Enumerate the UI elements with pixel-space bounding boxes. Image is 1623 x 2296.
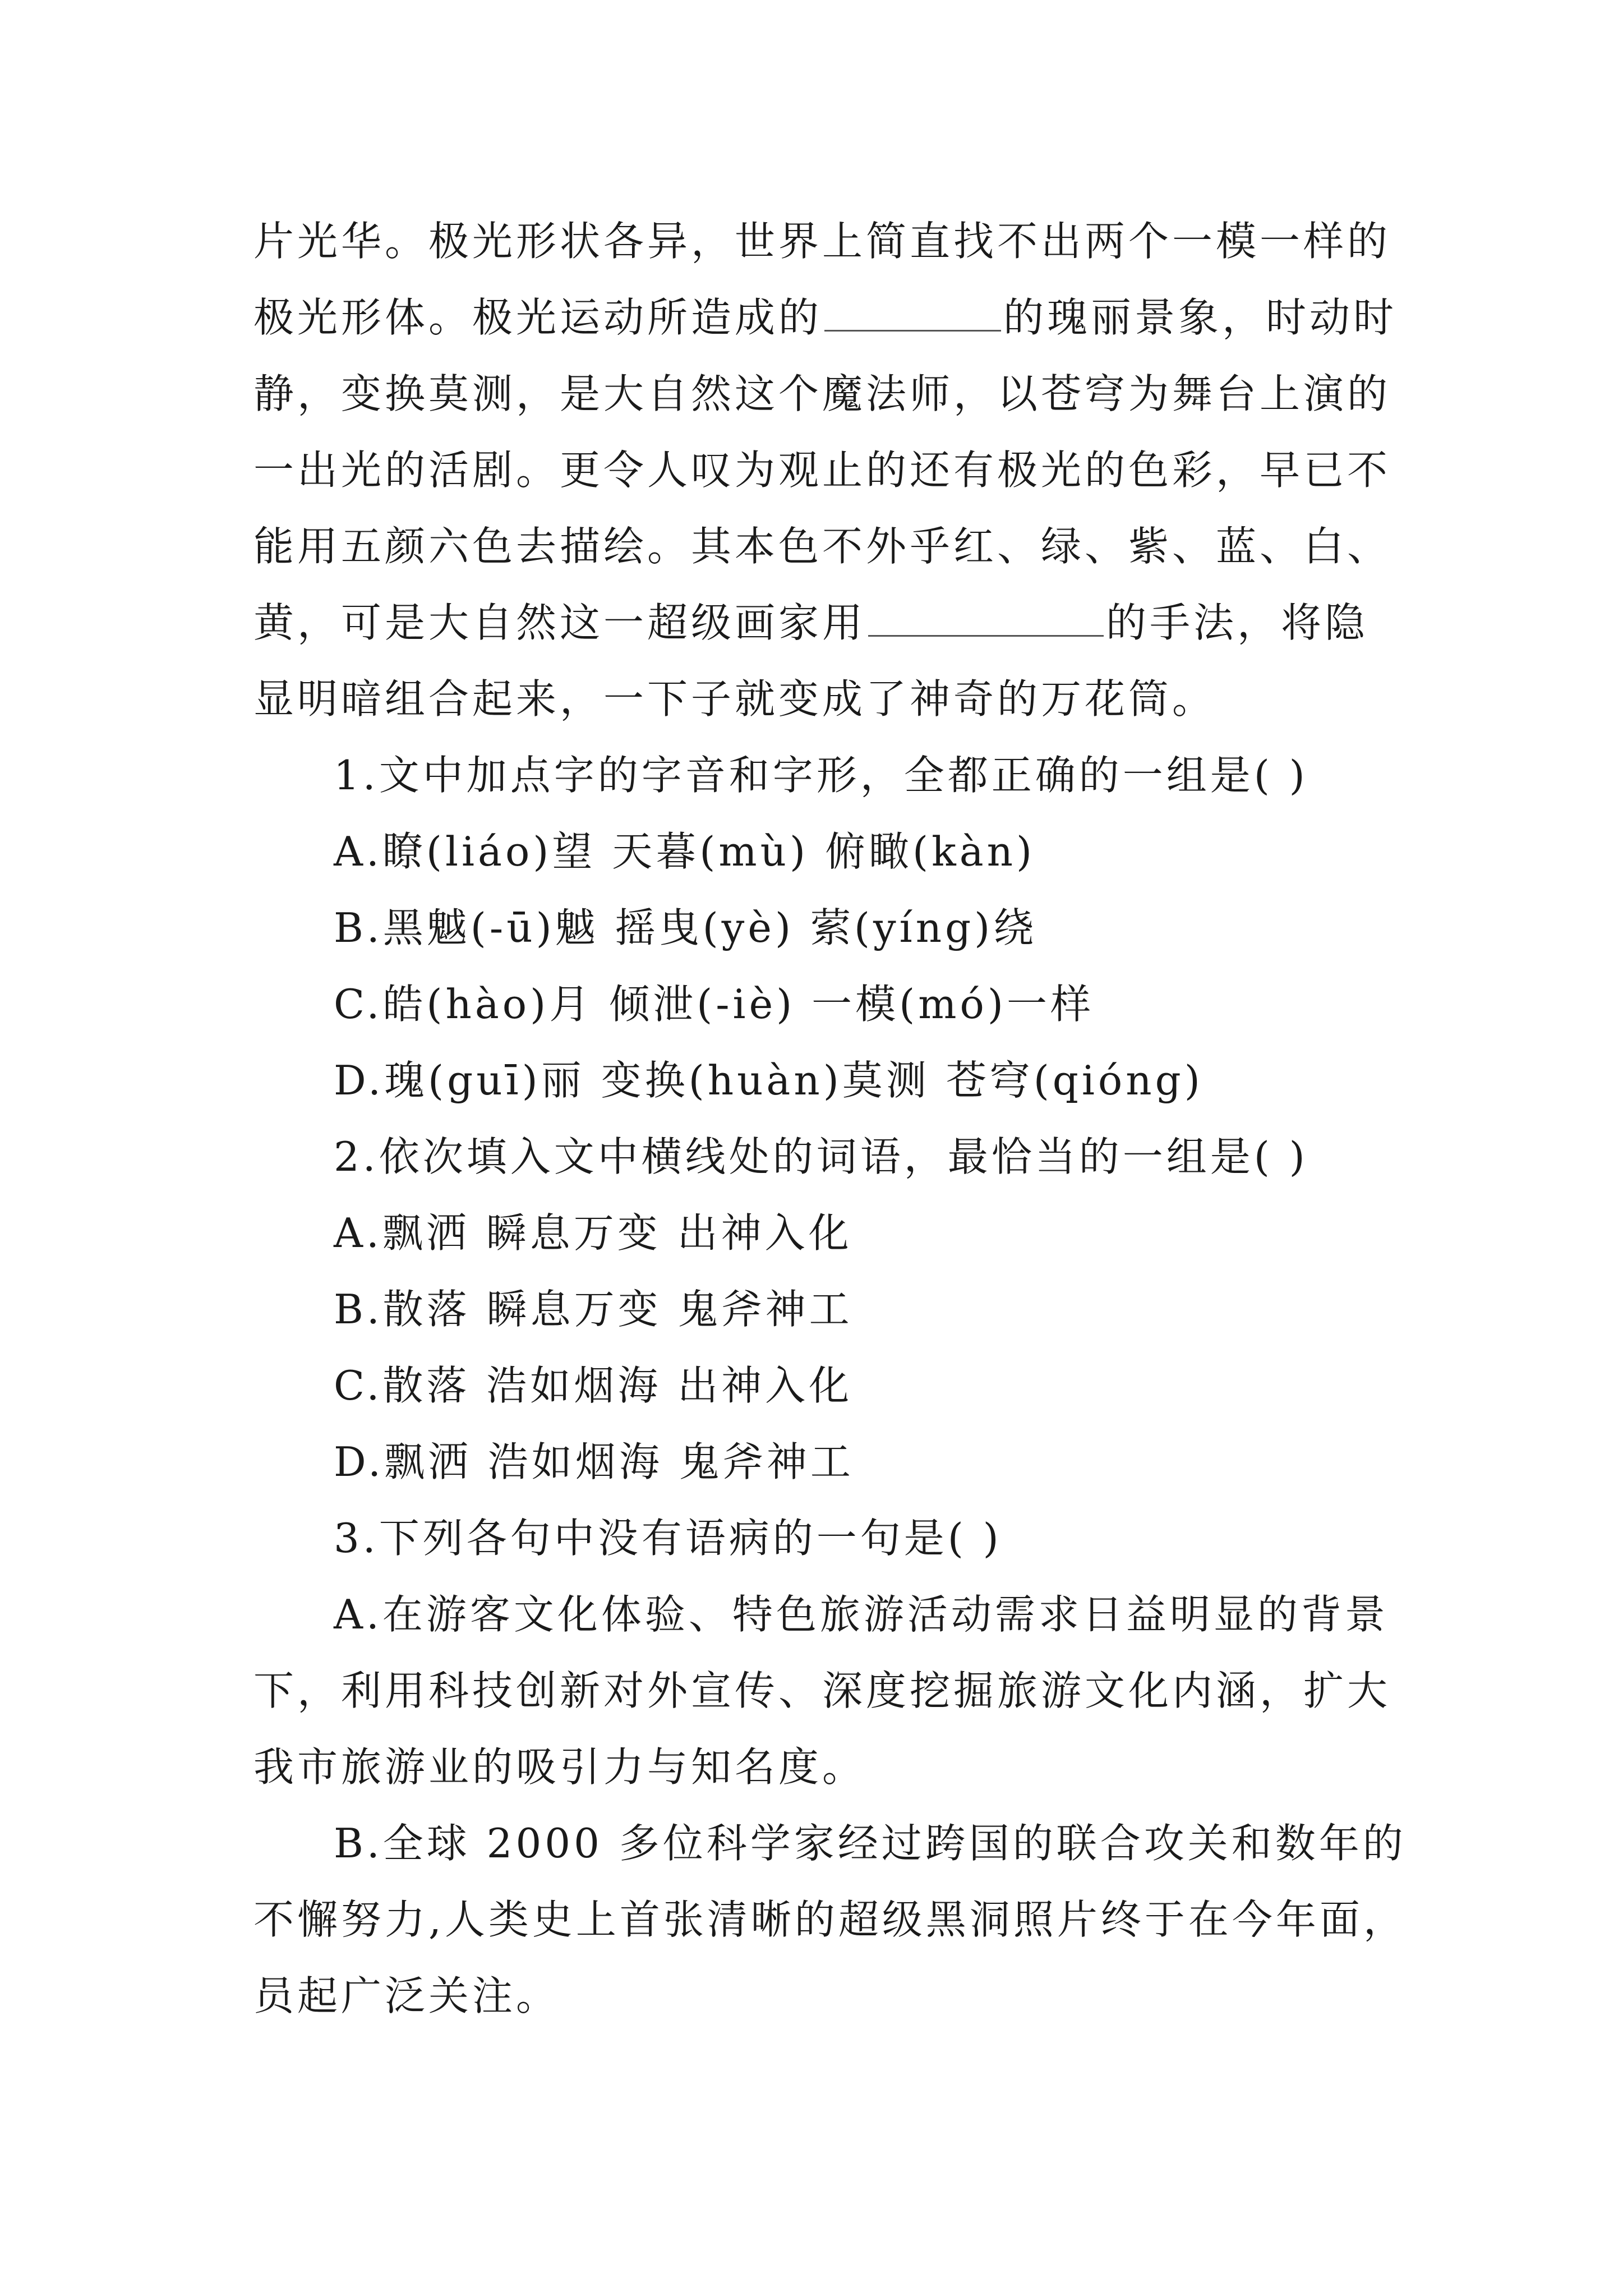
passage-line-6-start: 黄，可是大自然这一超级画家用 <box>253 599 866 646</box>
passage-line-4: 一出光的活剧。更令人叹为观止的还有极光的色彩，早已不 <box>253 447 1391 494</box>
question-2-option-b: B.散落 瞬息万变 鬼斧神工 <box>334 1286 853 1333</box>
question-1-option-b: B.黑魆(-ū)魆 摇曳(yè) 萦(yíng)绕 <box>334 904 1038 951</box>
question-2-option-a: A.飘洒 瞬息万变 出神入化 <box>334 1209 852 1257</box>
passage-line-1: 片光华。极光形状各异，世界上简直找不出两个一模一样的 <box>253 218 1391 265</box>
passage-line-3: 静，变换莫测，是大自然这个魔法师，以苍穹为舞台上演的 <box>253 370 1391 417</box>
passage-line-6 <box>253 595 1403 651</box>
question-3-option-a-line-3: 我市旅游业的吸引力与知名度。 <box>253 1743 866 1791</box>
question-3-option-b-line-1: B.全球 2000 多位科学家经过跨国的联合攻关和数年的 <box>334 1820 1407 1867</box>
passage-line-5: 能用五颜六色去描绘。其本色不外乎红、绿、紫、蓝、白、 <box>253 523 1391 570</box>
question-1-option-a: A.瞭(liáo)望 天暮(mù) 俯瞰(kàn) <box>334 828 1036 875</box>
question-2-option-d: D.飘洒 浩如烟海 鬼斧神工 <box>334 1438 854 1485</box>
passage-line-2 <box>253 289 1403 346</box>
question-2-stem: 2.依次填入文中横线处的词语，最恰当的一组是( ) <box>334 1133 1308 1180</box>
question-3-option-a-line-2: 下，利用科技创新对外宣传、深度挖掘旅游文化内涵，扩大 <box>253 1667 1391 1714</box>
question-3-option-b-line-2: 不懈努力,人类史上首张清晰的超级黑洞照片终于在今年面， <box>253 1896 1407 1943</box>
question-2-option-c: C.散落 浩如烟海 出神入化 <box>334 1362 853 1409</box>
question-1-stem: 1.文中加点字的字音和字形，全都正确的一组是( ) <box>334 752 1308 799</box>
fill-blank-1 <box>824 289 1001 332</box>
question-1-option-c: C.皓(hào)月 倾泄(-iè) 一模(mó)一样 <box>334 981 1094 1028</box>
question-3-option-b-line-3: 员起广泛关注。 <box>253 1972 560 2019</box>
question-1-option-d: D.瑰(guī)丽 变换(huàn)莫测 苍穹(qióng) <box>334 1057 1204 1104</box>
passage-line-2-end: 的瑰丽景象，时动时 <box>1003 294 1398 341</box>
passage-line-7: 显明暗组合起来，一下子就变成了神奇的万花筒。 <box>253 675 1216 723</box>
passage-line-2-start: 极光形体。极光运动所造成的 <box>253 294 823 341</box>
passage-line-6-end: 的手法，将隐 <box>1106 599 1369 646</box>
fill-blank-2 <box>868 595 1104 637</box>
question-3-option-a-line-1: A.在游客文化体验、特色旅游活动需求日益明显的背景 <box>334 1591 1389 1638</box>
question-3-stem: 3.下列各句中没有语病的一句是( ) <box>334 1515 1002 1562</box>
